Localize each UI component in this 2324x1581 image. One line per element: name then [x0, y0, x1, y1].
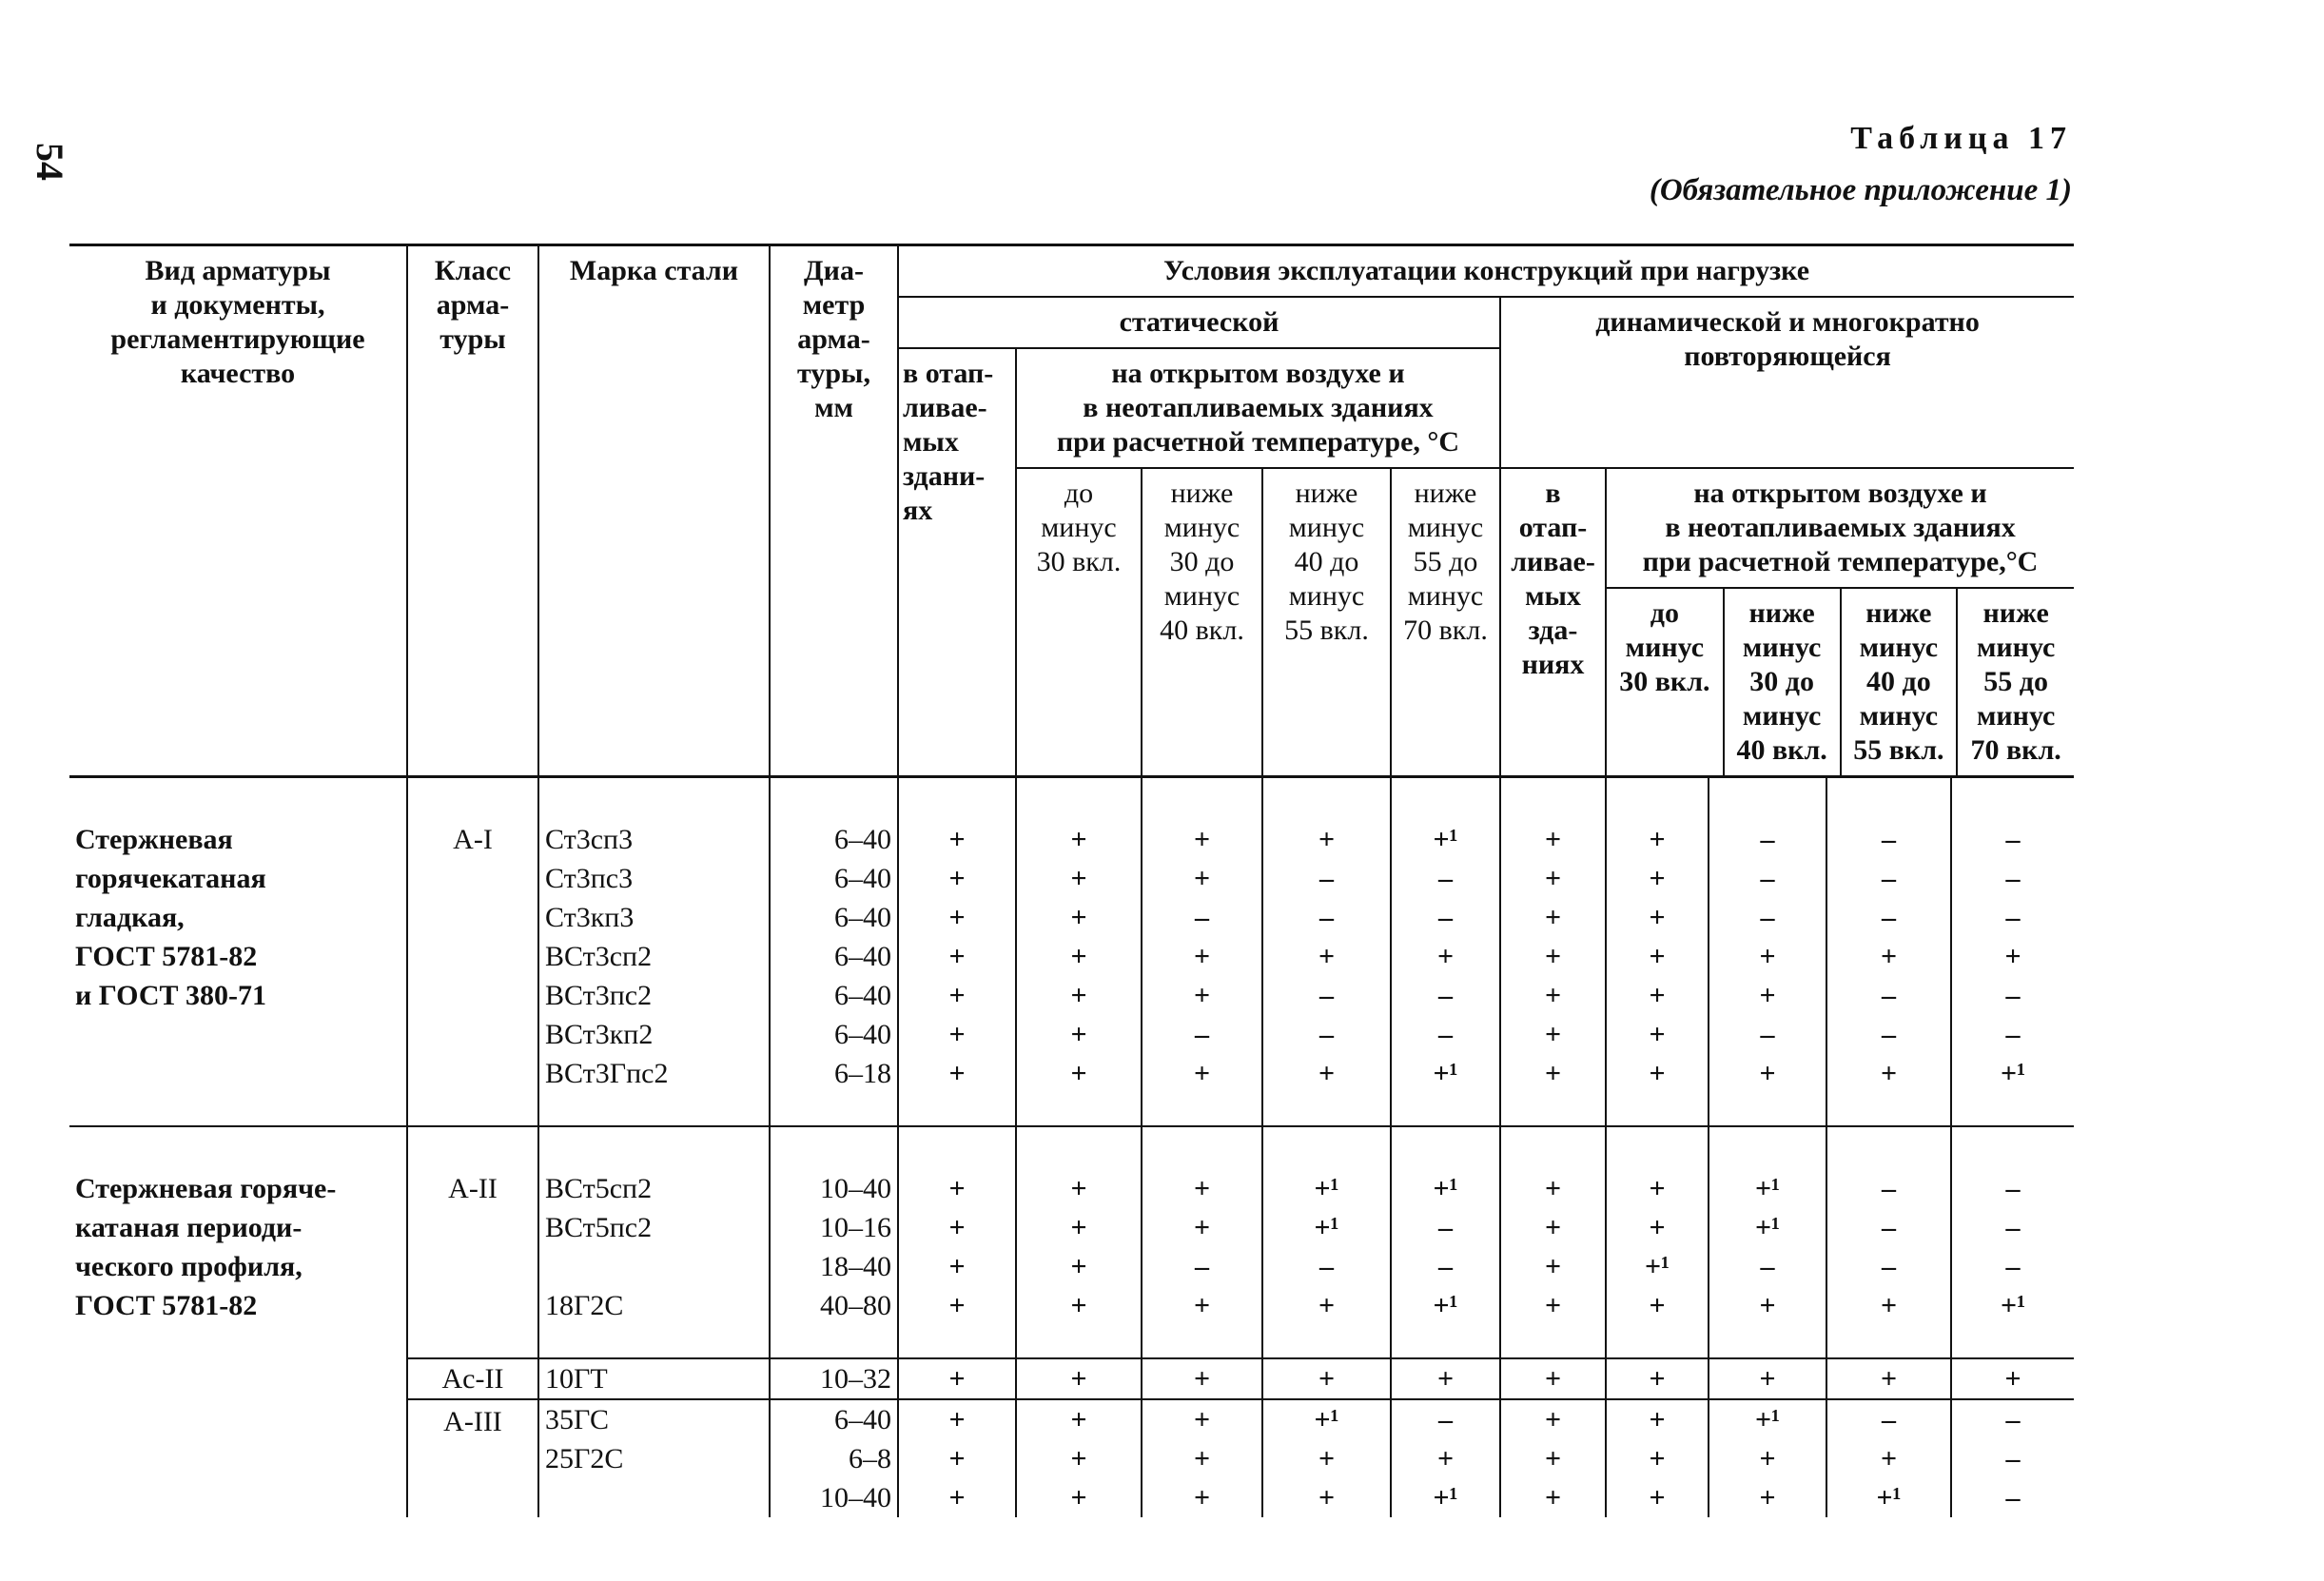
table-cell: –: [2005, 863, 2021, 894]
table-cell: 6–40: [834, 1404, 891, 1435]
mark-col-9: [1826, 777, 1951, 1127]
mark-col-7: [1606, 1399, 1709, 1517]
mark-cell: +: [1826, 1358, 1951, 1399]
table-cell: +: [948, 1058, 966, 1089]
table-cell: 10–16: [820, 1212, 891, 1243]
mark-cell: +: [1142, 1358, 1262, 1399]
table-cell: +: [1544, 980, 1562, 1011]
table-cell: –: [2005, 1251, 2021, 1282]
table-cell: –: [1195, 902, 1209, 933]
table-cell: +: [948, 980, 966, 1011]
table-cell: +: [1649, 1290, 1666, 1321]
table-cell: +¹: [1754, 1173, 1781, 1204]
mark-col-6: [1500, 1126, 1606, 1358]
mark-col-9: [1826, 1126, 1951, 1358]
table-cell: –: [1882, 1019, 1896, 1050]
table-cell: +: [1193, 941, 1211, 972]
table-cell: ВСт3пс2: [545, 980, 653, 1011]
mark-col-1: [898, 1399, 1016, 1517]
table-cell: +: [1759, 1482, 1776, 1513]
table-cell: +: [1649, 1173, 1666, 1204]
table-cell: +: [1193, 1173, 1211, 1204]
table-cell: –: [1438, 1019, 1453, 1050]
steel-grade: 10ГТ: [538, 1358, 770, 1399]
mark-col-3: [1142, 1399, 1262, 1517]
table-cell: –: [2005, 1173, 2021, 1204]
table-cell: +: [1759, 1290, 1776, 1321]
table-cell: +: [1193, 824, 1211, 855]
table-cell: 10–40: [820, 1173, 891, 1204]
table-cell: +: [1318, 1482, 1336, 1513]
table-cell: +: [1880, 1290, 1898, 1321]
steel-grades: [538, 1399, 770, 1517]
table-cell: +: [948, 863, 966, 894]
table-cell: –: [2005, 1443, 2021, 1474]
table-cell: 6–40: [834, 980, 891, 1011]
table-cell: +: [1544, 863, 1562, 894]
rebar-type: Стержневая горяче- катаная периоди- ческого профиля, ГОСТ 5781-82: [75, 1173, 337, 1321]
rebar-type: Стержневая горячекатаная гладкая, ГОСТ 5781-82 и ГОСТ 380-71: [75, 824, 266, 1011]
table-cell: +: [1070, 1173, 1087, 1204]
table-cell: +: [1193, 863, 1211, 894]
mark-col-5: [1391, 777, 1500, 1127]
mark-col-8: [1709, 777, 1826, 1127]
table-cell: +¹: [1433, 1290, 1458, 1321]
table-cell: –: [1319, 980, 1334, 1011]
table-row: [69, 1126, 2074, 1358]
table-cell: 6–40: [834, 941, 891, 972]
table-cell: +: [948, 1404, 966, 1435]
table-cell: +: [1544, 1212, 1562, 1243]
table-cell: 6–8: [849, 1443, 891, 1474]
table-cell: +: [1193, 1404, 1211, 1435]
page-number: 54: [29, 143, 71, 181]
rebar-class: A-III: [407, 1399, 538, 1517]
header-heated-static: в отап- ливае- мых здани- ях: [898, 348, 1016, 775]
table-cell: +: [1544, 902, 1562, 933]
table-cell: +: [1544, 1404, 1562, 1435]
table-cell: +: [1070, 1404, 1087, 1435]
table-subtitle: (Обязательное приложение 1): [1649, 173, 2072, 207]
mark-col-10: [1951, 777, 2074, 1127]
table-cell: Ст3кп3: [545, 902, 635, 933]
table-cell: +: [1193, 1443, 1211, 1474]
table-cell: +: [948, 941, 966, 972]
mark-col-8: [1709, 1126, 1826, 1358]
table-cell: 40–80: [820, 1290, 891, 1321]
table-cell: +: [1193, 1212, 1211, 1243]
header-t3-static: ниже минус 40 до минус 55 вкл.: [1262, 468, 1391, 775]
table-cell: +: [1070, 1443, 1087, 1474]
table-row: [69, 777, 2074, 1127]
diameters: [770, 1399, 898, 1517]
mark-cell: +: [1262, 1358, 1391, 1399]
table-cell: 18–40: [820, 1251, 891, 1282]
mark-col-4: [1262, 1126, 1391, 1358]
mark-col-4: [1262, 1399, 1391, 1517]
mark-col-1: [898, 777, 1016, 1127]
table-cell: [545, 1478, 763, 1517]
table-cell: –: [2005, 1212, 2021, 1243]
table-cell: –: [1319, 902, 1334, 933]
table-body: [69, 777, 2074, 1518]
table-cell: +: [1649, 1019, 1666, 1050]
header-outdoor-static: на открытом воздухе и в неотапливаемых зданиях при расчетной температуре, °С: [1016, 348, 1500, 468]
table-cell: +: [2004, 941, 2021, 972]
table-cell: +: [1193, 980, 1211, 1011]
table-cell: –: [1319, 863, 1334, 894]
table-cell: +¹: [1433, 1482, 1458, 1513]
table-cell: –: [1760, 1251, 1775, 1282]
table-cell: +: [1070, 1290, 1087, 1321]
table-cell: +: [1193, 1290, 1211, 1321]
header-t4-dynamic: ниже минус 55 до минус 70 вкл.: [1957, 589, 2074, 775]
table-cell: 6–40: [834, 902, 891, 933]
mark-cell: +: [1016, 1358, 1142, 1399]
table-cell: +: [1544, 1058, 1562, 1089]
table-cell: +: [948, 1251, 966, 1282]
header-outdoor-dynamic: на открытом воздухе и в неотапливаемых зданиях при расчетной температуре,°С: [1607, 469, 2074, 589]
table-cell: +: [948, 1482, 966, 1513]
mark-col-4: [1262, 777, 1391, 1127]
table-cell: +¹: [1433, 1058, 1458, 1089]
diameter: 10–32: [770, 1358, 898, 1399]
table-cell: –: [1438, 863, 1453, 894]
table-cell: ВСт5пс2: [545, 1212, 653, 1243]
table-cell: +: [1544, 1019, 1562, 1050]
header-t3-dynamic: ниже минус 40 до минус 55 вкл.: [1841, 589, 1958, 775]
table-cell: –: [1882, 1212, 1896, 1243]
mark-col-8: [1709, 1399, 1826, 1517]
table-cell: +: [1070, 1212, 1087, 1243]
header-heated-dynamic: в отап- ливае- мых зда- ниях: [1500, 468, 1606, 775]
table-cell: +: [1649, 863, 1666, 894]
table-cell: +: [1070, 941, 1087, 972]
table-cell: +: [948, 1173, 966, 1204]
table-cell: +: [1436, 1443, 1455, 1474]
table-cell: +: [1759, 980, 1776, 1011]
table-cell: –: [1882, 1251, 1896, 1282]
table-cell: –: [1195, 1019, 1209, 1050]
mark-cell: +: [1391, 1358, 1500, 1399]
mark-col-2: [1016, 777, 1142, 1127]
table-cell: +: [1318, 824, 1336, 855]
diameters: [770, 1126, 898, 1358]
mark-col-7: [1606, 1126, 1709, 1358]
table-cell: +¹: [2000, 1290, 2026, 1321]
table-cell: +: [1649, 1212, 1666, 1243]
table-cell: –: [2005, 902, 2021, 933]
table-cell: +: [1318, 1443, 1336, 1474]
table-cell: –: [1438, 1251, 1453, 1282]
table-cell: +: [1880, 1058, 1898, 1089]
table-cell: +¹: [2000, 1058, 2026, 1089]
mark-cell: +: [898, 1358, 1016, 1399]
table-cell: +: [1070, 863, 1087, 894]
table-cell: 35ГС: [545, 1404, 609, 1435]
table-cell: –: [1882, 980, 1896, 1011]
table-cell: –: [1882, 902, 1896, 933]
header-type: Вид арматуры и документы, регламентирующие качество: [110, 255, 365, 389]
table-cell: –: [1882, 863, 1896, 894]
mark-col-10: [1951, 1399, 2074, 1517]
table-cell: –: [1438, 1212, 1453, 1243]
table-cell: +: [1544, 1443, 1562, 1474]
steel-grades: [538, 777, 770, 1127]
table-cell: +: [1193, 1482, 1211, 1513]
mark-cell: +: [1709, 1358, 1826, 1399]
table-cell: +: [1318, 1290, 1336, 1321]
table-cell: +¹: [1433, 1173, 1458, 1204]
mark-col-7: [1606, 777, 1709, 1127]
mark-col-2: [1016, 1399, 1142, 1517]
table-cell: +¹: [1754, 1404, 1781, 1435]
table-cell: +: [1544, 941, 1562, 972]
table-cell: –: [2005, 824, 2021, 855]
table-cell: –: [2005, 1019, 2021, 1050]
header-t2-dynamic: ниже минус 30 до минус 40 вкл.: [1724, 589, 1841, 775]
table-cell: +: [1649, 1058, 1666, 1089]
table-cell: +: [948, 1019, 966, 1050]
table-title: Таблица 17: [1850, 121, 2072, 156]
table-cell: +¹: [1644, 1251, 1670, 1282]
rebar-class: A-II: [407, 1126, 538, 1358]
mark-col-2: [1016, 1126, 1142, 1358]
table-cell: 6–40: [834, 863, 891, 894]
header-diameter: Диа- метр арма- туры, мм: [770, 245, 898, 776]
table-cell: +: [1070, 1482, 1087, 1513]
mark-col-1: [898, 1126, 1016, 1358]
header-class: Класс арма- туры: [407, 245, 538, 776]
mark-col-5: [1391, 1399, 1500, 1517]
table-cell: +¹: [1314, 1212, 1339, 1243]
table-cell: +: [1649, 1443, 1666, 1474]
table-cell: –: [1760, 902, 1775, 933]
table-cell: +: [1070, 1058, 1087, 1089]
diameters: [770, 777, 898, 1127]
table-cell: +: [1649, 941, 1666, 972]
table-cell: –: [2005, 1482, 2021, 1513]
table-cell: –: [1760, 1019, 1775, 1050]
table-cell: –: [1882, 1173, 1896, 1204]
header-steel: Марка стали: [538, 245, 770, 776]
table-cell: +: [1649, 1482, 1666, 1513]
table-cell: ВСт3Гпс2: [545, 1058, 669, 1089]
table-cell: ВСт5сп2: [545, 1173, 653, 1204]
table-cell: +: [1544, 1251, 1562, 1282]
mark-cell: +: [1951, 1358, 2074, 1399]
table-cell: –: [1882, 824, 1896, 855]
table-cell: –: [1319, 1019, 1334, 1050]
table-cell: +: [1649, 824, 1666, 855]
table-cell: +: [1759, 1443, 1776, 1474]
table-cell: +: [948, 1212, 966, 1243]
table-cell: +: [948, 1443, 966, 1474]
header-temps-dynamic: [1607, 589, 2074, 775]
header-t2-static: ниже минус 30 до минус 40 вкл.: [1142, 468, 1262, 775]
header-t4-static: ниже минус 55 до минус 70 вкл.: [1391, 468, 1500, 775]
table-cell: +: [1649, 1404, 1666, 1435]
table-cell: –: [1882, 1404, 1896, 1435]
steel-grades: [538, 1126, 770, 1358]
table-cell: +: [1070, 1019, 1087, 1050]
table-cell: 6–18: [834, 1058, 891, 1089]
table-cell: 18Г2С: [545, 1290, 624, 1321]
mark-col-5: [1391, 1126, 1500, 1358]
mark-col-6: [1500, 777, 1606, 1127]
table-cell: +: [1544, 1290, 1562, 1321]
table-cell: +: [1070, 902, 1087, 933]
header-t1-static: до минус 30 вкл.: [1016, 468, 1142, 775]
table-cell: +: [1544, 1173, 1562, 1204]
table-cell: +: [1649, 902, 1666, 933]
table-cell: +: [1759, 1058, 1776, 1089]
table-cell: –: [2005, 980, 2021, 1011]
header-outdoor-dynamic-cell: [1606, 468, 2074, 775]
table-cell: ВСт3сп2: [545, 941, 653, 972]
mark-cell: +: [1606, 1358, 1709, 1399]
table-cell: 6–40: [834, 824, 891, 855]
table-cell: +: [948, 824, 966, 855]
table-cell: ВСт3кп2: [545, 1019, 654, 1050]
table-cell: +¹: [1876, 1482, 1902, 1513]
table-cell: 10–40: [820, 1482, 891, 1513]
table-cell: –: [1760, 863, 1775, 894]
table-cell: +: [1649, 980, 1666, 1011]
table-cell: +: [948, 1290, 966, 1321]
table-cell: +: [1759, 941, 1776, 972]
table-cell: +: [1070, 824, 1087, 855]
table-cell: 25Г2С: [545, 1443, 624, 1474]
table-cell: +¹: [1314, 1173, 1339, 1204]
rebar-class: A-I: [407, 777, 538, 1127]
table-cell: +: [1193, 1058, 1211, 1089]
table-cell: +: [948, 902, 966, 933]
table-cell: +: [1318, 941, 1336, 972]
table-cell: +: [1070, 980, 1087, 1011]
table-cell: –: [1760, 824, 1775, 855]
requirements-table: [69, 244, 2074, 1517]
table-cell: +: [1544, 824, 1562, 855]
table-cell: –: [1438, 980, 1453, 1011]
table-cell: –: [1438, 1404, 1453, 1435]
mark-col-10: [1951, 1126, 2074, 1358]
mark-col-3: [1142, 1126, 1262, 1358]
table-cell: [545, 1247, 763, 1286]
header-t1-dynamic: до минус 30 вкл.: [1619, 597, 1710, 697]
table-cell: +¹: [1754, 1212, 1781, 1243]
table-cell: +: [1544, 1482, 1562, 1513]
header-dynamic: динамической и многократно повторяющейся: [1500, 297, 2074, 468]
table-cell: +: [1880, 1443, 1898, 1474]
table-cell: –: [2005, 1404, 2021, 1435]
mark-col-3: [1142, 777, 1262, 1127]
header-conditions: Условия эксплуатации конструкций при нагрузке: [898, 245, 2074, 298]
table-cell: –: [1319, 1251, 1334, 1282]
table-cell: +: [1880, 941, 1898, 972]
mark-cell: +: [1500, 1358, 1606, 1399]
table-cell: +: [1318, 1058, 1336, 1089]
table-cell: 6–40: [834, 1019, 891, 1050]
table-cell: +: [1436, 941, 1455, 972]
header-static: статической: [898, 297, 1500, 348]
rebar-class: Ac-II: [407, 1358, 538, 1399]
table-cell: Ст3сп3: [545, 824, 634, 855]
table-cell: +¹: [1314, 1404, 1339, 1435]
mark-col-9: [1826, 1399, 1951, 1517]
table-cell: –: [1438, 902, 1453, 933]
table-cell: +: [1070, 1251, 1087, 1282]
table-cell: –: [1195, 1251, 1209, 1282]
table-cell: Ст3пс3: [545, 863, 634, 894]
table-cell: +¹: [1433, 824, 1458, 855]
mark-col-6: [1500, 1399, 1606, 1517]
